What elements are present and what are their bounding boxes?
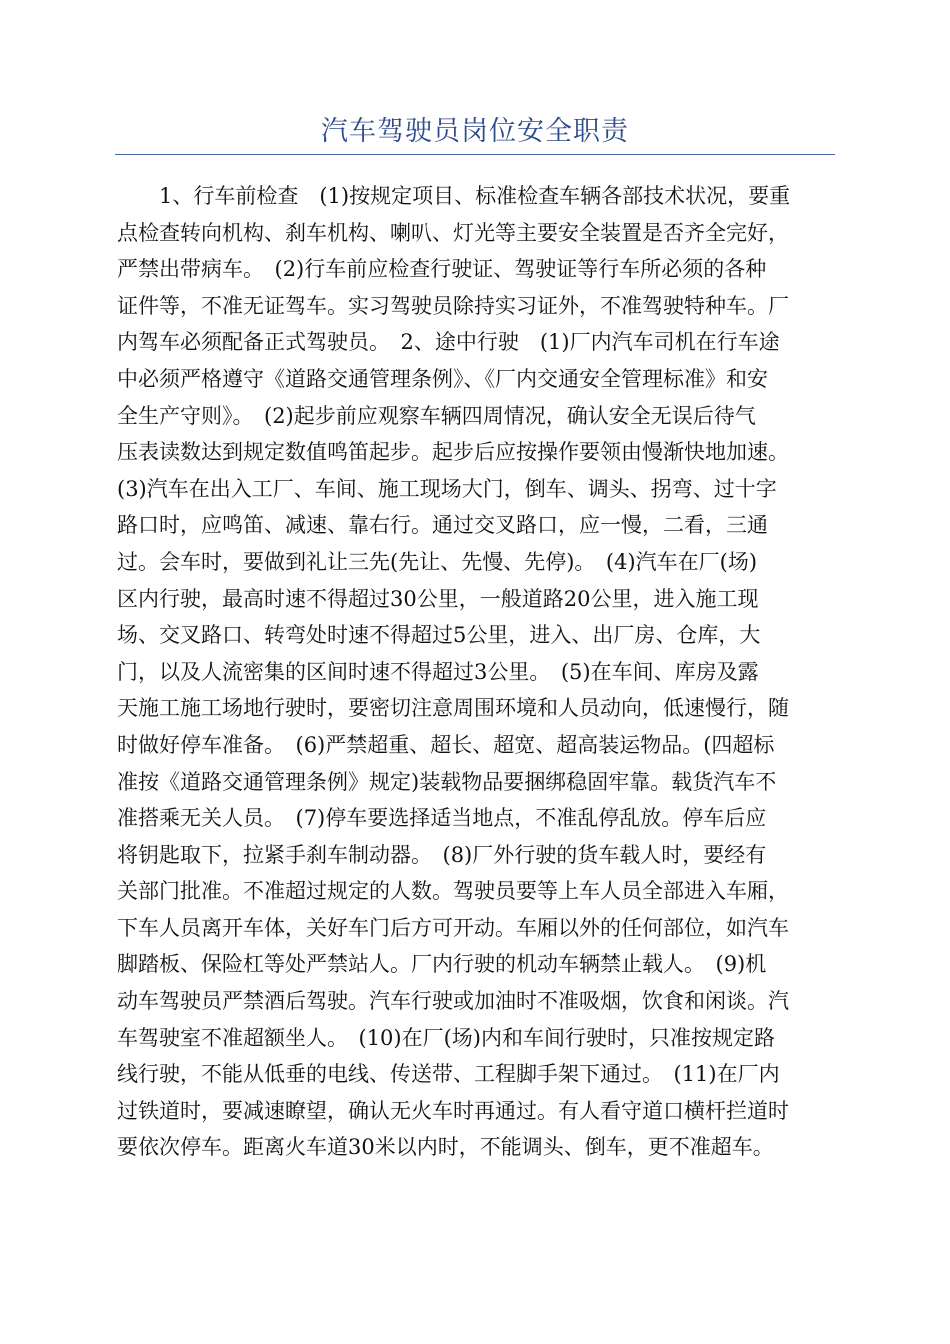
body-line: 动车驾驶员严禁酒后驾驶。汽车行驶或加油时不准吸烟，饮食和闲谈。汽	[117, 989, 789, 1014]
body-line: 中必须严格遵守《道路交通管理条例》、《厂内交通安全管理标准》和安	[117, 366, 768, 391]
body-line: 脚踏板、保险杠等处严禁站人。厂内行驶的机动车辆禁止载人。 (9)机	[117, 952, 767, 977]
body-line: 天施工施工场地行驶时，要密切注意周围环境和人员动向，低速慢行，随	[117, 696, 789, 721]
body-line: 压表读数达到规定数值鸣笛起步。起步后应按操作要领由慢渐快地加速。	[117, 440, 789, 465]
body-line: 下车人员离开车体，关好车门后方可开动。车厢以外的任何部位，如汽车	[117, 915, 789, 940]
body-line: (3)汽车在出入工厂、车间、施工现场大门，倒车、调头、拐弯、过十字	[117, 476, 777, 501]
body-line: 关部门批准。不准超过规定的人数。驾驶员要等上车人员全部进入车厢，	[117, 879, 789, 904]
body-line: 路口时，应鸣笛、减速、靠右行。通过交叉路口，应一慢，二看，三通	[117, 513, 768, 538]
body-line: 准按《道路交通管理条例》规定)装载物品要捆绑稳固牢靠。载货汽车不	[117, 769, 777, 794]
body-line: 内驾车必须配备正式驾驶员。 2、途中行驶 (1)厂内汽车司机在行车途	[117, 330, 780, 355]
body-line: 车驾驶室不准超额坐人。 (10)在厂(场)内和车间行驶时，只准按规定路	[117, 1025, 775, 1050]
body-line: 1、行车前检查 (1)按规定项目、标准检查车辆各部技术状况，要重	[159, 184, 791, 208]
body-line: 全生产守则》。 (2)起步前应观察车辆四周情况，确认安全无误后待气	[117, 403, 756, 428]
body-line: 门，以及人流密集的区间时速不得超过3公里。 (5)在车间、库房及露	[117, 659, 759, 684]
body-line: 点检查转向机构、刹车机构、喇叭、灯光等主要安全装置是否齐全完好，	[117, 220, 789, 245]
body-line: 将钥匙取下，拉紧手刹车制动器。 (8)厂外行驶的货车载人时，要经有	[117, 842, 767, 867]
body-line: 证件等，不准无证驾车。实习驾驶员除持实习证外，不准驾驶特种车。厂	[117, 293, 789, 318]
body-line: 过。会车时，要做到礼让三先(先让、先慢、先停)。 (4)汽车在厂(场)	[117, 549, 758, 574]
body-line: 准搭乘无关人员。 (7)停车要选择适当地点，不准乱停乱放。停车后应	[117, 806, 767, 831]
body-line: 要依次停车。距离火车道30米以内时，不能调头、倒车，更不准超车。	[117, 1135, 774, 1160]
title-underline	[115, 154, 835, 155]
body-line: 严禁出带病车。 (2)行车前应检查行驶证、驾驶证等行车所必须的各种	[117, 257, 767, 282]
body-line: 时做好停车准备。 (6)严禁超重、超长、超宽、超高装运物品。(四超标	[117, 732, 775, 757]
body-line: 场、交叉路口、转弯处时速不得超过5公里，进入、出厂房、仓库，大	[117, 623, 761, 648]
document-title: 汽车驾驶员岗位安全职责	[321, 116, 629, 147]
body-line: 区内行驶，最高时速不得超过30公里，一般道路20公里，进入施工现	[117, 586, 759, 611]
body-line: 过铁道时，要减速瞭望，确认无火车时再通过。有人看守道口横杆拦道时	[117, 1098, 789, 1123]
document-body	[117, 178, 833, 1166]
body-line: 线行驶，不能从低垂的电线、传送带、工程脚手架下通过。 (11)在厂内	[117, 1062, 780, 1087]
